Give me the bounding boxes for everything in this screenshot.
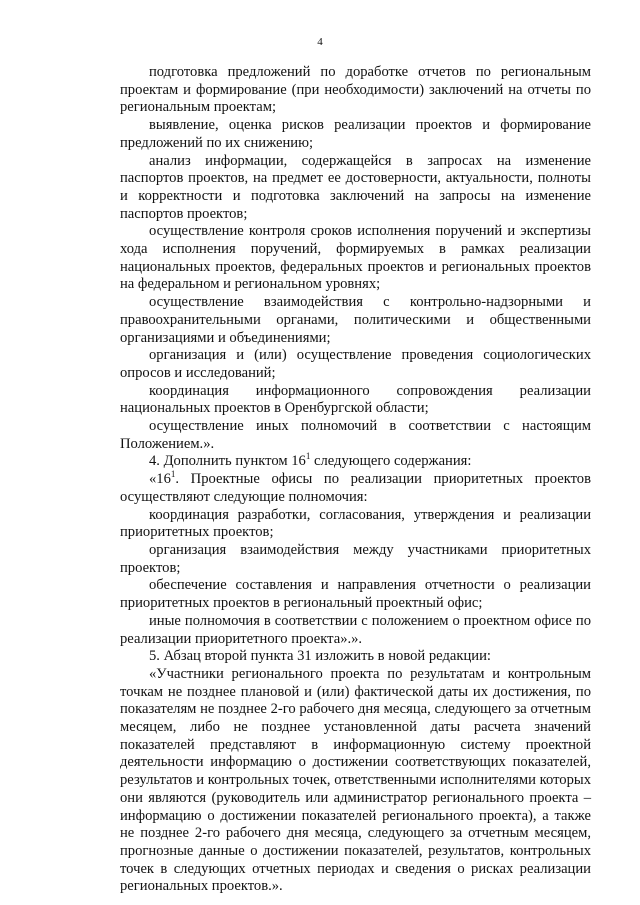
paragraph-text: анализ информации, содержащейся в запросах на изменение паспортов проектов, на предмет ее достоверности, актуальности, полноты и корректности и подготовка заключений на запросы на изменение паспортов проектов; (120, 152, 591, 222)
paragraph (120, 666, 591, 896)
paragraph (120, 294, 591, 347)
paragraph-text: иные полномочия в соответствии с положением о проектном офисе по реализации приоритетного проекта».». (120, 612, 591, 647)
paragraph (120, 542, 591, 577)
paragraph-text: организация и (или) осуществление проведения социологических опросов и исследований; (120, 347, 591, 381)
paragraph-text: 4. Дополнить пунктом 16 (149, 453, 306, 470)
paragraph-text: координация информационного сопровождения реализации национальных проектов в Оренбургской области; (120, 382, 591, 417)
paragraph-text: «16 (149, 471, 171, 488)
superscript: 1 (170, 469, 176, 480)
paragraph (120, 383, 591, 418)
paragraph-text: осуществление контроля сроков исполнения поручений и экспертизы хода исполнения поручений, формируемых в рамках реализации национальных проектов, федеральных проектов и региональных проектов на федеральном и региональном уровнях; (120, 223, 591, 293)
page-number: 4 (317, 36, 323, 48)
paragraph-text: обеспечение составления и направления отчетности о реализации приоритетных проектов в региональный проектный офис; (120, 577, 591, 612)
paragraph (120, 117, 591, 152)
amendment-item-5 (120, 648, 591, 666)
paragraph-text: . Проектные офисы по реализации приоритетных проектов осуществляют следующие полномочия: (120, 471, 591, 505)
paragraph (120, 577, 591, 612)
superscript: 1 (305, 451, 311, 462)
document-body (120, 64, 591, 896)
paragraph (120, 64, 591, 117)
paragraph (120, 153, 591, 224)
paragraph (120, 347, 591, 382)
paragraph-text: выявление, оценка рисков реализации проектов и формирование предложений по их снижению; (120, 117, 591, 151)
paragraph-text: следующего содержания: (310, 453, 472, 470)
paragraph-text: координация разработки, согласования, утверждения и реализации приоритетных проектов; (120, 506, 591, 541)
paragraph-text: организация взаимодействия между участниками приоритетных проектов; (120, 541, 591, 576)
paragraph-text: подготовка предложений по доработке отчетов по региональным проектам и формирование (при необходимости) заключений на отчеты по региональным проектам; (120, 64, 591, 116)
paragraph (120, 418, 591, 453)
amendment-item-4 (120, 453, 591, 471)
paragraph-text: 5. Абзац второй пункта 31 изложить в новой редакции: (149, 648, 491, 665)
paragraph-text: осуществление взаимодействия с контрольно-надзорными и правоохранительными органами, политическими и общественными организациями и объединениями; (120, 294, 591, 346)
paragraph (120, 471, 591, 506)
paragraph (120, 507, 591, 542)
paragraph-text: «Участники регионального проекта по результатам и контрольным точкам не позднее плановой и (или) фактической даты их достижения, по показателям не позднее 2-го рабочего дня месяца, следующего за отчетным месяцем, либо не позднее установленной даты расчета значений показателей представляют в информационную систему проектной деятельности информацию о достижении соответствующих показателей, результатов и контрольных точек, ответственными исполнителями которых они являются (руководитель или администратор регионального проекта – информацию о достижении показателей регионального проекта), а также не позднее 2-го рабочего дня месяца, следующего за отчетным месяцем, прогнозные данные о достижении показателей, результатов, контрольных точек в следующих отчетных периодах и сведения о рисках реализации региональных проектов.». (120, 665, 591, 895)
paragraph (120, 613, 591, 648)
paragraph-text: осуществление иных полномочий в соответствии с настоящим Положением.». (120, 418, 591, 452)
paragraph (120, 223, 591, 294)
